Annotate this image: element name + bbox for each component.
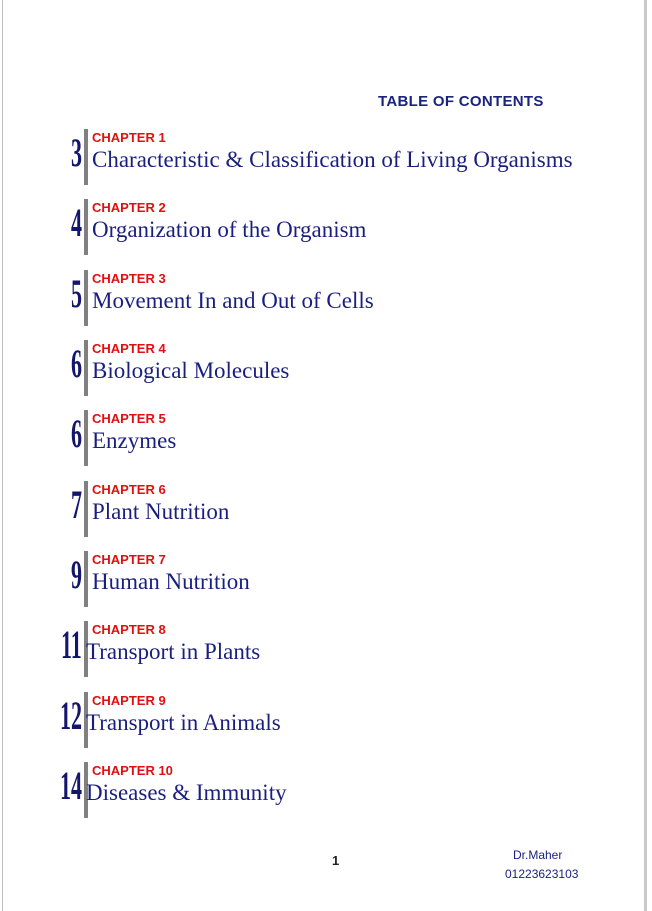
chapter-title: Plant Nutrition [92,499,230,524]
chapter-title: Enzymes [92,428,177,453]
toc-entry-3[interactable] [0,270,652,328]
page-number: 3 [71,130,82,175]
chapter-label: CHAPTER 6 [92,482,166,497]
footer-author: Dr.Maher [513,848,563,862]
chapter-title: Diseases & Immunity [86,780,287,805]
divider-bar [84,340,88,396]
page-number: 11 [61,622,82,667]
divider-bar [84,129,88,185]
chapter-title: Organization of the Organism [92,217,367,242]
toc-entry-2[interactable] [0,199,652,257]
chapter-title: Human Nutrition [92,569,250,594]
chapter-label: CHAPTER 1 [92,130,166,145]
toc-entry-1[interactable] [0,129,652,187]
chapter-label: CHAPTER 10 [92,763,173,778]
page-number: 9 [71,552,82,597]
toc-heading: TABLE OF CONTENTS [378,93,544,110]
page-number: 5 [71,271,82,316]
divider-bar [84,481,88,537]
toc-entry-10[interactable] [0,762,652,820]
toc-entry-4[interactable] [0,340,652,398]
footer-phone: 01223623103 [505,867,579,881]
chapter-title: Biological Molecules [92,358,290,383]
toc-entry-7[interactable] [0,551,652,609]
chapter-label: CHAPTER 4 [92,341,166,356]
page-number: 4 [71,200,82,245]
page-number: 7 [71,482,82,527]
divider-bar [84,410,88,466]
toc-entry-8[interactable] [0,621,652,679]
chapter-label: CHAPTER 8 [92,622,166,637]
page-number: 6 [71,411,82,456]
chapter-title: Characteristic & Classification of Living Organisms [92,147,573,172]
page-number: 12 [60,693,82,738]
chapter-label: CHAPTER 2 [92,200,166,215]
page-number: 14 [60,763,82,808]
chapter-label: CHAPTER 9 [92,693,166,708]
chapter-title: Transport in Animals [86,710,281,735]
toc-entry-6[interactable] [0,481,652,539]
chapter-title: Transport in Plants [86,639,261,664]
chapter-title: Movement In and Out of Cells [92,288,374,313]
chapter-label: CHAPTER 3 [92,271,166,286]
footer-page-number: 1 [332,853,340,868]
chapter-label: CHAPTER 5 [92,411,166,426]
toc-entry-5[interactable] [0,410,652,468]
divider-bar [84,199,88,255]
page-number: 6 [71,341,82,386]
divider-bar [84,551,88,607]
divider-bar [84,270,88,326]
chapter-label: CHAPTER 7 [92,552,166,567]
toc-entry-9[interactable] [0,692,652,750]
